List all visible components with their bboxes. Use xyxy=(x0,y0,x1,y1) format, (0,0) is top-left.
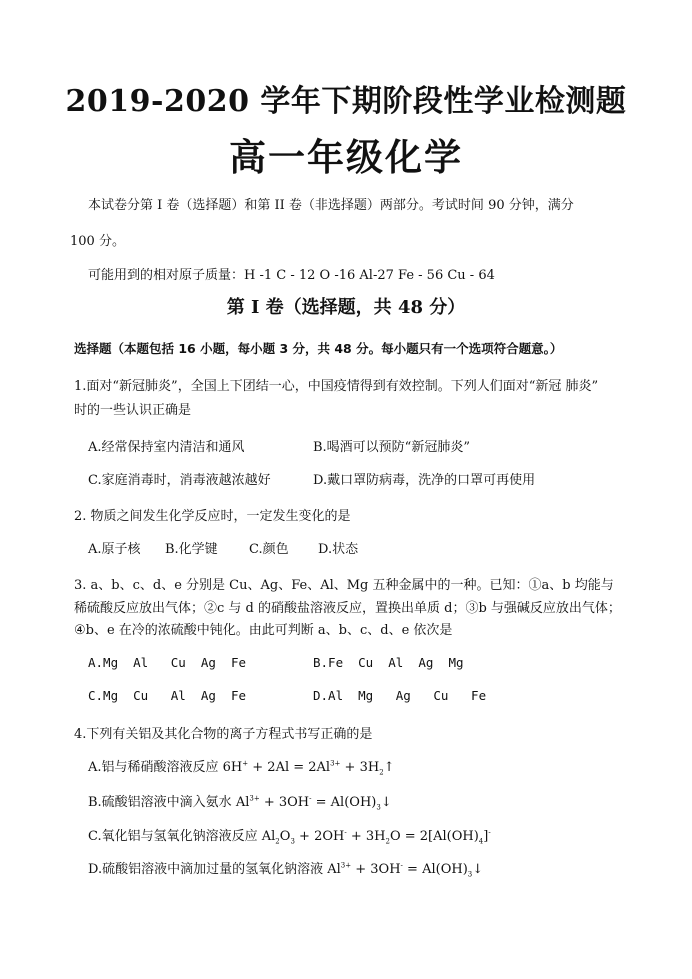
q4-option-a: A.铝与稀硝酸溶液反应 $6H^+ + 2Al = 2Al^{3+}$ + $3H_2↑$ xyxy=(88,759,395,777)
q3-option-c: C.Mg Cu Al Ag Fe xyxy=(88,688,247,703)
q2-stem: 2. 物质之间发生化学反应时，一定发生变化的是 xyxy=(74,509,351,524)
q3-stem-line-2: 稀硫酸反应放出气体；②c 与 d 的硝酸盐溶液反应，置换出单质 d；③b 与强碱反应放出气体； xyxy=(74,601,621,616)
q3-stem-line-3: ④b、e 在冷的浓硫酸中钝化。由此可判断 a、b、c、d、e 依次是 xyxy=(74,623,453,638)
q2-option-d: D.状态 xyxy=(318,542,359,557)
q3-stem-line-1: 3. a、b、c、d、e 分别是 Cu、Ag、Fe、Al、Mg 五种金属中的一种。已知：①a、b 均能与 xyxy=(74,578,614,593)
intro-line-2: 100 分。 xyxy=(70,234,125,249)
q2-option-b: B.化学键 xyxy=(165,542,218,557)
section-1-instruction: 选择题（本题包括 16 小题，每小题 3 分，共 48 分。每小题只有一个选项符合题意。） xyxy=(74,341,563,356)
q2-option-c: C.颜色 xyxy=(249,542,289,557)
exam-title: 2019-2020 学年下期阶段性学业检测题 xyxy=(65,84,627,119)
q1-option-d: D.戴口罩防病毒，洗净的口罩可再使用 xyxy=(313,473,536,488)
q1-option-b: B.喝酒可以预防“新冠肺炎” xyxy=(313,440,470,455)
q4-option-d: D.硫酸铝溶液中滴加过量的氢氧化钠溶液 $Al^{3+} + 3OH^-$ = $Al(OH)_3↓$ xyxy=(88,861,484,879)
q4-stem: 4.下列有关铝及其化合物的离子方程式书写正确的是 xyxy=(74,727,373,742)
q4-option-b: B.硫酸铝溶液中滴入氨水 $Al^{3+} + 3OH^-$ = $Al(OH)_3↓$ xyxy=(88,794,392,812)
subject-title: 高一年级化学 xyxy=(229,136,463,179)
section-1-title: 第 I 卷（选择题，共 48 分） xyxy=(226,297,466,318)
q3-option-d: D.Al Mg Ag Cu Fe xyxy=(313,688,487,703)
q4-option-c: C.氧化铝与氢氧化钠溶液反应 $Al_2O_3 + 2OH^- + 3H_2O = 2[Al(OH)_4]^-$ xyxy=(88,828,491,846)
q1-option-c: C.家庭消毒时，消毒液越浓越好 xyxy=(88,473,271,488)
intro-line-1: 本试卷分第 I 卷（选择题）和第 II 卷（非选择题）两部分。考试时间 90 分钟，满分 xyxy=(88,198,574,213)
q1-option-a: A.经常保持室内清洁和通风 xyxy=(88,440,245,455)
q2-option-a: A.原子核 xyxy=(88,542,141,557)
q1-stem-line-2: 时的一些认识正确是 xyxy=(74,403,192,418)
atomic-masses: 可能用到的相对原子质量：H -1 C - 12 O -16 Al-27 Fe - 56 Cu - 64 xyxy=(88,268,495,283)
q1-stem-line-1: 1.面对“新冠肺炎”，全国上下团结一心，中国疫情得到有效控制。下列人们面对“新冠 肺炎” xyxy=(74,379,599,394)
q3-option-a: A.Mg Al Cu Ag Fe xyxy=(88,655,247,670)
q3-option-b: B.Fe Cu Al Ag Mg xyxy=(313,655,464,670)
